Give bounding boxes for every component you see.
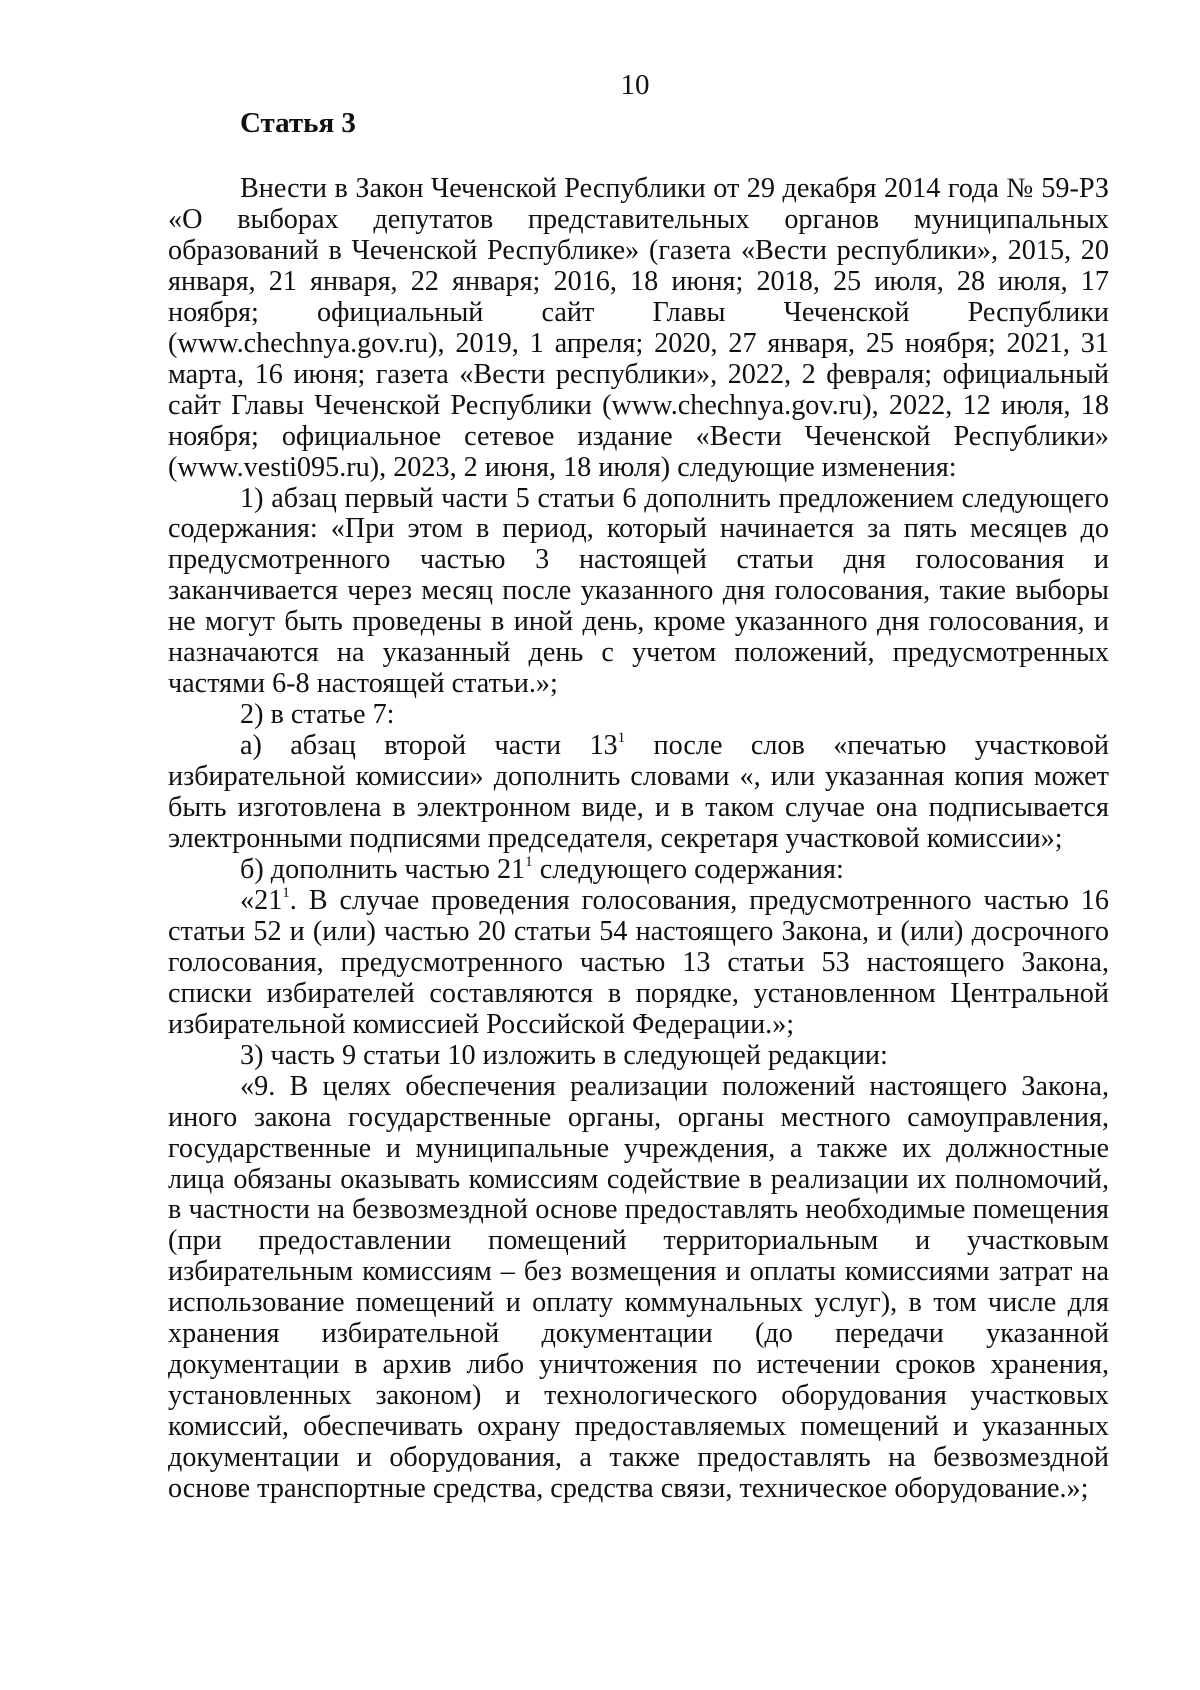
item-2a-text-start: а) абзац второй части 13 — [240, 730, 618, 762]
superscript: 1 — [617, 730, 626, 747]
paragraph-quote-9: «9. В целях обеспечения реализации положений настоящего Закона, иного закона государственные органы, органы местного самоуправления, государственные и муниципальные учреждения, а также их должностные лица обязаны оказывать комиссиям содействие в реализации их полномочий, в частности на безвозмездной основе предоставлять необходимые помещения (при предоставлении помещений территориальным и участковым избирательным комиссиям – без возмещения и оплаты комиссиями затрат на использование помещений и оплату коммунальных услуг), в том числе для хранения избирательной документации (до передачи указанной документации в архив либо уничтожения по истечении сроков хранения, установленных законом) и технологического оборудования участковых комиссий, обеспечивать охрану предоставляемых помещений и указанных документации и оборудования, а также предоставлять на безвозмездной основе транспортные средства, средства связи, техническое оборудование.»; — [168, 1070, 1109, 1505]
item-2a-text-end: после слов «печатью участковой избирательной комиссии» дополнить словами «, или указанная копия может быть изготовлена в электронном виде, и в таком случае она подписывается электронными подписями председателя, секретаря участковой комиссии»; — [168, 730, 1109, 855]
superscript: 1 — [525, 853, 533, 870]
superscript: 1 — [282, 884, 290, 901]
document-body — [168, 174, 1109, 1505]
paragraph-item-2a — [168, 731, 1109, 855]
paragraph-quote-21 — [168, 886, 1109, 1041]
page-number: 10 — [620, 69, 650, 101]
paragraph-item-3: 3) часть 9 статьи 10 изложить в следующей редакции: — [240, 1039, 888, 1071]
paragraph-item-2: 2) в статье 7: — [240, 699, 395, 731]
paragraph-item-1: 1) абзац первый части 5 статьи 6 дополнить предложением следующего содержания: «При этом в период, который начинается за пять месяцев до предусмотренного частью 3 настоящей статьи дня голосования и заканчивается через месяц после указанного дня голосования, такие выборы не могут быть проведены в иной день, кроме указанного дня голосования, и назначаются на указанный день с учетом положений, предусмотренных частями 6-8 настоящей статьи.»; — [168, 482, 1109, 700]
quote-21-text-start: «21 — [240, 884, 283, 916]
item-2b-text-start: б) дополнить частью 21 — [240, 853, 526, 885]
item-2b-text-end: следующего содержания: — [532, 853, 844, 885]
quote-21-text-end: . В случае проведения голосования, предусмотренного частью 16 статьи 52 и (или) частью 20 статьи 54 настоящего Закона, и (или) досрочного голосования, предусмотренного частью 13 статьи 53 настоящего Закона, списки избирателей составляются в порядке, установленном Центральной избирательной комиссией Российской Федерации.»; — [168, 884, 1109, 1040]
article-title: Статья 3 — [240, 107, 356, 139]
paragraph-intro: Внести в Закон Чеченской Республики от 29 декабря 2014 года № 59-РЗ «О выборах депутатов представительных органов муниципальных образований в Чеченской Республике» (газета «Вести республики», 2015, 20 января, 21 января, 22 января; 2016, 18 июня; 2018, 25 июля, 28 июля, 17 ноября; официальный сайт Главы Чеченской Республики (www.chechnya.gov.ru), 2019, 1 апреля; 2020, 27 января, 25 ноября; 2021, 31 марта, 16 июня; газета «Вести республики», 2022, 2 февраля; официальный сайт Главы Чеченской Республики (www.chechnya.gov.ru), 2022, 12 июля, 18 ноября; официальное сетевое издание «Вести Чеченской Республики» (www.vesti095.ru), 2023, 2 июня, 18 июля) следующие изменения: — [168, 173, 1109, 483]
paragraph-item-2b — [168, 855, 1109, 886]
